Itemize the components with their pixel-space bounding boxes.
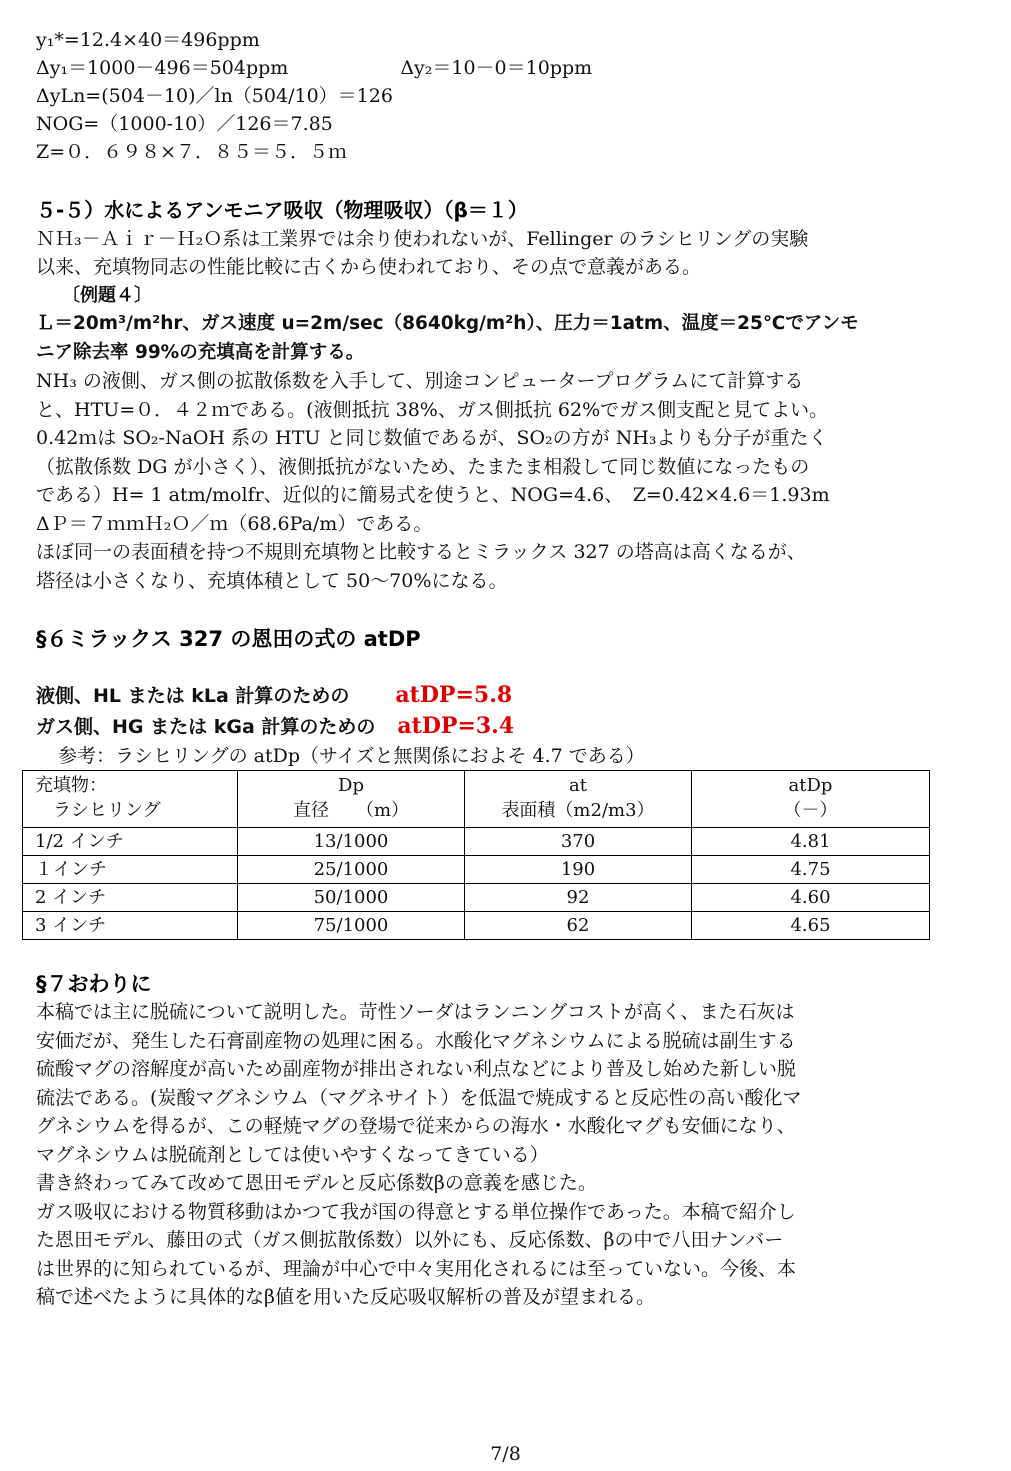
conclusion-line: グネシウムを得るが、この軽焼マグの登場で従来からの海水・水酸化マグも安価になり、	[36, 1115, 796, 1137]
conclusion-line: マグネシウムは脱硫剤としては使いやすくなってきている）	[36, 1143, 549, 1166]
intro-line-2: 以来、充填物同志の性能比較に古くから使われており、その点で意義がある。	[36, 256, 702, 278]
conclusion-line: は世界的に知られているが、理論が中心で中々実用化されるには至っていない。今後、本	[36, 1257, 797, 1280]
cell-size: 1/2 インチ	[23, 827, 238, 855]
conclusion-line: 硫酸マグの溶解度が高いため副産物が排出されない利点などにより普及し始めた新しい脱	[36, 1058, 797, 1080]
cell-at: 190	[465, 855, 692, 883]
body-line-1: NH₃ の液側、ガス側の拡散係数を入手して、別途コンピュータープログラムにて計算する	[36, 370, 804, 392]
section-7-heading: §７おわりに	[36, 971, 152, 996]
cell-at: 370	[465, 827, 692, 855]
calc-line-2	[36, 54, 936, 82]
cell-atdp: 4.75	[692, 855, 930, 883]
header-packing: 充填物： ラシヒリング	[23, 770, 238, 827]
cell-dp: 50/1000	[238, 883, 465, 911]
calc-line-3: ΔyLn=(504－10)／ln（504/10）＝126	[36, 85, 393, 107]
section-5-5-body	[36, 367, 936, 595]
table-row	[23, 883, 930, 911]
cell-atdp: 4.81	[692, 827, 930, 855]
cell-atdp: 4.60	[692, 883, 930, 911]
cell-at: 92	[465, 883, 692, 911]
cell-size: １インチ	[23, 855, 238, 883]
body-line-5: である）H= 1 atm/molfr、近似的に簡易式を使うと、NOG=4.6、 Z=0.42×4.6＝1.93m	[36, 484, 830, 506]
section-5-5-heading: ５-５）水によるアンモニア吸収（物理吸収）（β＝１）	[36, 198, 528, 222]
conclusion-line: 本稿では主に脱硫について説明した。苛性ソーダはランニングコストが高く、また石灰は	[36, 1001, 795, 1023]
conclusion-line: 稿で述べたように具体的なβ値を用いた反応吸収解析の普及が望まれる。	[36, 1286, 655, 1308]
calc-line-1: y₁*=12.4×40＝496ppm	[36, 29, 260, 51]
cell-size: 3 インチ	[23, 911, 238, 939]
table-row	[23, 855, 930, 883]
header-dp: Dp 直径 （m）	[238, 770, 465, 827]
conclusion-paragraph-2: 書き終わってみて改めて恩田モデルと反応係数βの意義を感じた。	[36, 1172, 597, 1194]
gas-side-label: ガス側、HG または kGa 計算のための	[36, 715, 376, 738]
gas-atdp-value: atDP=3.4	[397, 712, 515, 739]
example-label: 〔例題４〕	[62, 284, 152, 306]
intro-line-1: ＮＨ₃－Ａｉｒ－Ｈ₂Ｏ系は工業界では余り使われないが、Fellinger のラシヒリングの実験	[36, 227, 809, 250]
document-page	[36, 26, 936, 1312]
conclusion-paragraph-3	[36, 1198, 936, 1312]
delta-y2: Δy₂＝10－0＝10ppm	[400, 57, 593, 79]
conclusion-paragraph-1	[36, 998, 936, 1169]
body-line-6: ΔＰ＝７ｍｍＨ₂Ｏ／ｍ（68.6Pa/m）である。	[36, 512, 433, 535]
conclusion-line: ガス吸収における物質移動はかつて我が国の得意とする単位操作であった。本稿で紹介し	[36, 1200, 796, 1223]
liquid-side-label: 液側、HL または kLa 計算のための	[36, 684, 350, 707]
cell-dp: 75/1000	[238, 911, 465, 939]
table-row	[23, 911, 930, 939]
example-line-1: Ｌ＝20m³/m²hr、ガス速度 u=2m/sec（8640kg/m²h）、圧力＝1atm、温度＝25℃でアンモ	[36, 313, 859, 334]
conclusion-line: 硫法である。(炭酸マグネシウム（マグネサイト）を低温で焼成すると反応性の高い酸化マ	[36, 1086, 802, 1109]
calc-line-4: NOG=（1000-10）／126＝7.85	[36, 113, 333, 135]
body-line-4: （拡散係数 DG が小さく）、液側抵抗がないため、たまたま相殺して同じ数値になったもの	[36, 455, 810, 478]
delta-y1: Δy₁＝1000－496＝504ppm	[36, 57, 289, 79]
raschig-ring-table	[22, 770, 930, 940]
conclusion-line: 安価だが、発生した石膏副産物の処理に困る。水酸化マグネシウムによる脱硫は副生する	[36, 1029, 796, 1052]
body-line-7: ほぼ同一の表面積を持つ不規則充填物と比較するとミラックス 327 の塔高は高くなるが、	[36, 541, 806, 563]
body-line-8: 塔径は小さくなり、充填体積として 50～70%になる。	[36, 569, 508, 592]
reference-note: 参考：ラシヒリングの atDp（サイズと無関係におよそ 4.7 である）	[58, 744, 645, 767]
cell-size: 2 インチ	[23, 883, 238, 911]
gas-side-atdp	[36, 711, 936, 742]
example-line-2: ニア除去率 99%の充填高を計算する。	[36, 341, 365, 363]
header-at: at 表面積（m2/m3）	[465, 770, 692, 827]
conclusion-line: た恩田モデル、藤田の式（ガス側拡散係数）以外にも、反応係数、βの中で八田ナンバー	[36, 1229, 784, 1251]
liquid-atdp-value: atDP=5.8	[395, 681, 513, 708]
cell-dp: 25/1000	[238, 855, 465, 883]
section-6-heading: §６ミラックス 327 の恩田の式の atDP	[36, 627, 421, 651]
example-statement	[36, 310, 936, 367]
body-line-3: 0.42ｍは SO₂-NaOH 系の HTU と同じ数値であるが、SO₂の方が NH₃よりも分子が重たく	[36, 427, 828, 449]
liquid-side-atdp	[36, 680, 936, 711]
page-number: 7/8	[490, 1443, 521, 1465]
cell-dp: 13/1000	[238, 827, 465, 855]
calc-line-5: Z=０．６９８×７．８５＝５．５ｍ	[36, 141, 348, 163]
header-atdp: atDp （－）	[692, 770, 930, 827]
cell-atdp: 4.65	[692, 911, 930, 939]
table-row	[23, 827, 930, 855]
table-header-row	[23, 770, 930, 827]
cell-at: 62	[465, 911, 692, 939]
section-5-5-intro	[36, 225, 936, 282]
body-line-2: と、HTU=０．４２ｍである。(液側抵抗 38%、ガス側抵抗 62%でガス側支配と見てよい。	[36, 398, 829, 421]
calculation-block	[36, 26, 936, 166]
